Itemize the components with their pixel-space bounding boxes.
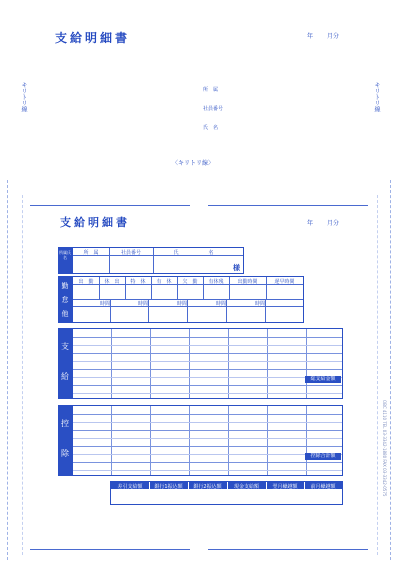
id-header-employee-no: 社員番号: [120, 250, 141, 256]
deduction-side-2: 除: [61, 449, 69, 458]
main-title: 支給明細書: [60, 216, 130, 229]
deduction-row-rule: [73, 414, 342, 415]
att-unit-1: 時間: [99, 301, 110, 307]
top-slip-year-label: 年: [307, 33, 314, 40]
deduction-col-rule: [189, 406, 190, 475]
id-header-affiliation: 所 属: [83, 250, 99, 256]
deduction-col-rule: [267, 406, 268, 475]
deduction-row-rule: [73, 462, 342, 463]
payment-total-label-text: 総支給金額: [310, 376, 336, 382]
margin-code: OBC 4110 TEL 03-3342-1880 FAX 03-3342-0575: [382, 400, 387, 497]
attendance-side-label: [58, 276, 72, 323]
main-top-mark-right: [208, 205, 368, 206]
deduction-row-rule: [73, 446, 342, 447]
att-unit-3: 時間: [176, 301, 187, 307]
deduction-row-rule: [73, 454, 342, 455]
payment-col-rule: [267, 329, 268, 398]
id-honorific: 様: [233, 264, 240, 272]
att-unit-4: 時間: [215, 301, 226, 307]
id-header-family-name: 氏: [173, 250, 179, 256]
attendance-block: [72, 276, 304, 323]
payment-total-label: [305, 376, 341, 383]
att-header-work: 出 勤: [78, 279, 94, 285]
top-slip-month-label: 月分: [327, 33, 340, 40]
deduction-col-rule: [111, 406, 112, 475]
att-header-holiday-work: 休 出: [104, 279, 120, 285]
id-block: [72, 247, 244, 274]
deduction-col-rule: [306, 406, 307, 475]
deduction-grid: [72, 405, 343, 476]
sum-header-bank1: 銀行1振込額: [154, 484, 183, 490]
payment-col-rule: [228, 329, 229, 398]
payment-row-rule: [73, 369, 342, 370]
top-slip-field-name: 氏 名: [203, 125, 219, 131]
top-slip-field-affiliation: 所 属: [203, 87, 219, 93]
deduction-total-label: [305, 453, 341, 460]
top-slip-field-employee-no: 社員番号: [203, 106, 224, 112]
sum-header-net-pay: 差引支給額: [117, 484, 143, 490]
payment-col-rule: [150, 329, 151, 398]
sum-header-bank2: 銀行2振込額: [193, 484, 222, 490]
payment-row-rule: [73, 393, 342, 394]
payment-row-rule: [73, 385, 342, 386]
main-bottom-mark-left: [30, 549, 190, 550]
payment-row-rule: [73, 361, 342, 362]
id-header-given-name: 名: [208, 250, 214, 256]
att-header-work-hours: 出勤時間: [237, 279, 258, 285]
payment-col-rule: [306, 329, 307, 398]
cut-line-right-label: キリトリ線: [373, 82, 380, 112]
deduction-side-label: [58, 405, 72, 476]
deduction-row-rule: [73, 470, 342, 471]
deduction-row-rule: [73, 430, 342, 431]
deduction-row-rule: [73, 422, 342, 423]
deduction-col-rule: [228, 406, 229, 475]
att-unit-5: 時間: [254, 301, 265, 307]
att-unit-2: 時間: [137, 301, 148, 307]
left-feed-line: [7, 180, 8, 560]
deduction-row-rule: [73, 438, 342, 439]
id-side-label: [58, 247, 72, 274]
att-header-late-early: 遅早時間: [274, 279, 295, 285]
sum-header-cash: 現金支給額: [233, 484, 259, 490]
id-div-2: [153, 248, 154, 273]
sum-header-carry-next: 翌月繰越額: [272, 484, 298, 490]
top-slip-title: 支給明細書: [55, 31, 131, 45]
payment-side-label: [58, 328, 72, 399]
id-side-label-text: 所属氏名: [59, 250, 71, 260]
payment-col-rule: [111, 329, 112, 398]
payment-grid: [72, 328, 343, 399]
payment-side-1: 支: [61, 342, 69, 351]
deduction-col-rule: [150, 406, 151, 475]
deduction-side-1: 控: [61, 419, 69, 428]
payment-row-rule: [73, 353, 342, 354]
attendance-side-1: 勤: [61, 282, 69, 290]
summary-block: [110, 481, 343, 505]
att-header-absence: 欠 勤: [182, 279, 198, 285]
payment-row-rule: [73, 345, 342, 346]
main-bottom-mark-right: [208, 549, 368, 550]
payment-row-rule: [73, 377, 342, 378]
att-header-paid-remaining: 有休残: [208, 279, 224, 285]
left-perforation: [22, 195, 23, 555]
cut-line-left-label: キリトリ線: [20, 82, 27, 112]
payment-side-2: 給: [61, 372, 69, 381]
cut-line-center-label: 〈キリトリ線〉: [172, 160, 215, 167]
sum-header-carry-prev: 前月繰越額: [310, 484, 336, 490]
deduction-total-label-text: 控除合計額: [310, 453, 336, 459]
att-header-paid-leave: 有 休: [156, 279, 172, 285]
main-year-label: 年: [307, 220, 314, 227]
attendance-side-2: 怠: [61, 296, 69, 304]
payment-row-rule: [73, 337, 342, 338]
attendance-side-3: 他: [61, 310, 69, 318]
payment-col-rule: [189, 329, 190, 398]
right-perforation: [377, 195, 378, 555]
right-feed-line: [390, 180, 391, 560]
att-header-special-leave: 特 休: [130, 279, 146, 285]
main-top-mark-left: [30, 205, 190, 206]
main-month-label: 月分: [327, 220, 340, 227]
